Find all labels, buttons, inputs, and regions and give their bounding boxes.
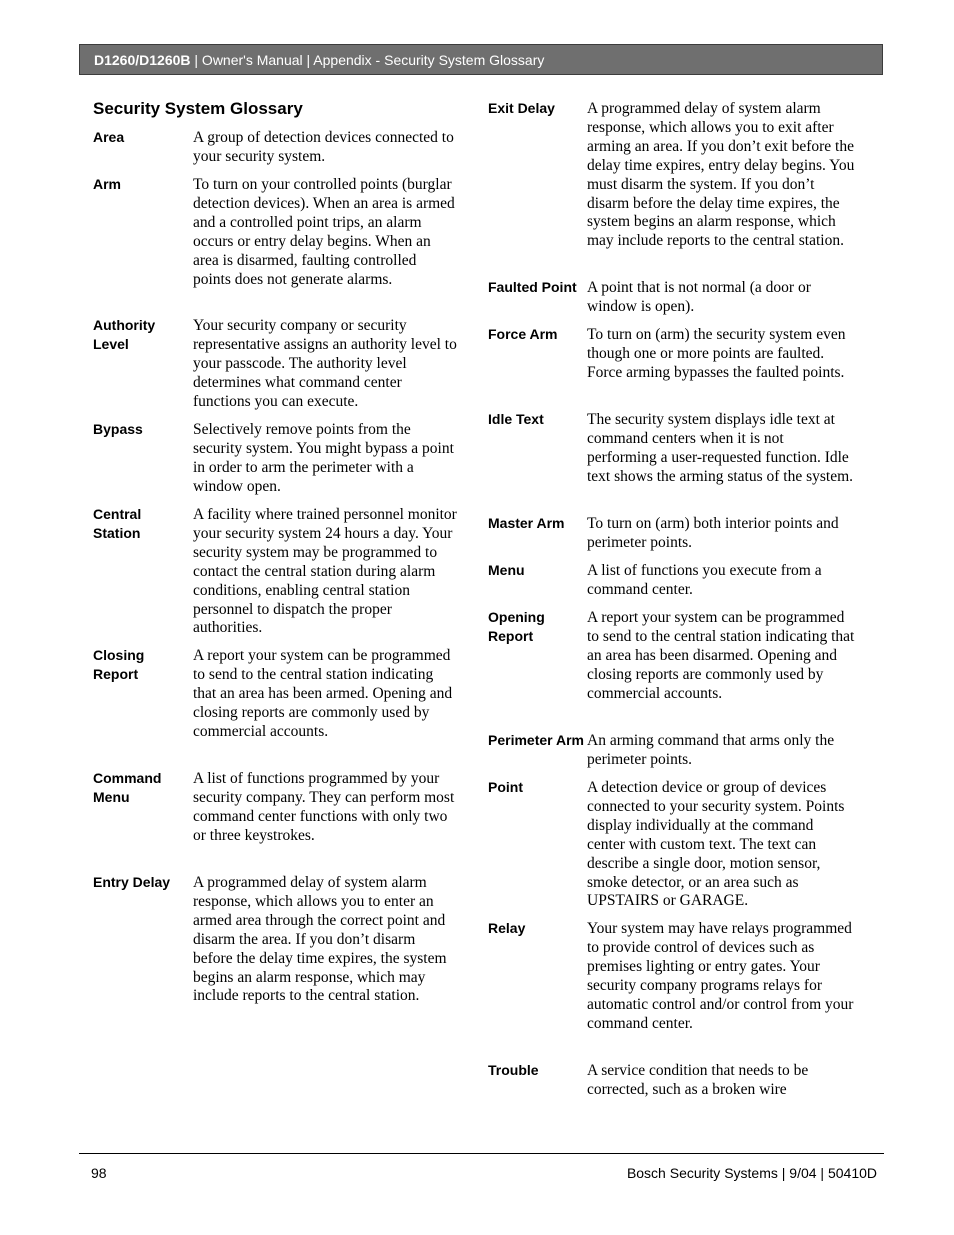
header-title: | Owner's Manual | Appendix - Security System Glossary xyxy=(190,52,545,68)
page-header xyxy=(79,44,883,75)
glossary-term: Relay xyxy=(488,920,526,936)
glossary-term: Idle Text xyxy=(488,411,544,427)
glossary-definition: A list of functions programmed by your security company. They can perform most command center functions with only two or three keystrokes. xyxy=(193,770,455,844)
glossary-term: Faulted Point xyxy=(488,279,577,295)
glossary-definition: A report your system can be programmed to send to the central station indicating that an area has been disarmed. Opening and closing reports are commonly used by commercial accounts. xyxy=(587,609,855,702)
glossary-term: Perimeter Arm xyxy=(488,732,584,748)
glossary-definition: A group of detection devices connected to your security system. xyxy=(193,129,454,165)
glossary-definition: Selectively remove points from the security system. You might bypass a point in order to arm the perimeter with a window open. xyxy=(193,421,454,495)
glossary-definition: A report your system can be programmed to send to the central station indicating that an area has been armed. Opening and closing reports are commonly used by commercial accounts. xyxy=(193,647,453,740)
glossary-term: Authority Level xyxy=(93,317,156,352)
glossary-definition: A facility where trained personnel monitor your security system 24 hours a day. Your security system may be programmed to contact the central station during alarm conditions, enabling central station personnel to dispatch the proper authorities. xyxy=(193,506,457,637)
glossary-definition: Your system may have relays programmed to provide control of devices such as premises lighting or entry gates. Your security company programs relays for automatic control and/or control from your command center. xyxy=(587,920,854,1032)
glossary-definition: Your security company or security representative assigns an authority level to your passcode. The authority level determines what command center functions you can execute. xyxy=(193,317,457,410)
glossary-definition: The security system displays idle text at command centers when it is not performing a user-requested function. Idle text shows the arming status of the system. xyxy=(587,411,854,485)
section-title: Security System Glossary xyxy=(93,99,303,118)
glossary-term: Opening Report xyxy=(488,609,545,644)
glossary-definition: A programmed delay of system alarm response, which allows you to exit after arming an area. If you don’t exit before the delay time expires, entry delay begins. You must disarm the system. If you don’t disarm before the delay time expires, the system begins an alarm response, which may include reports to the central station. xyxy=(587,100,855,250)
glossary-definition: A detection device or group of devices connected to your security system. Points display individually at the command center with custom text. The text can describe a single door, motion sensor, smoke detector, or an area such as UPSTAIRS or GARAGE. xyxy=(587,779,845,910)
footer-publisher: Bosch Security Systems | 9/04 | 50410D xyxy=(626,1165,877,1181)
glossary-term: Point xyxy=(488,779,523,795)
glossary-definition: A list of functions you execute from a command center. xyxy=(587,562,822,598)
glossary-term: Force Arm xyxy=(488,326,558,342)
header-model: D1260/D1260B xyxy=(94,52,191,68)
glossary-term: Arm xyxy=(93,176,122,192)
page-number: 98 xyxy=(91,1165,107,1181)
glossary-term: Area xyxy=(93,129,125,145)
glossary-term: Exit Delay xyxy=(488,100,555,116)
glossary-definition: To turn on (arm) the security system even though one or more points are faulted. Force arming bypasses the faulted points. xyxy=(587,326,846,381)
glossary-term: Trouble xyxy=(488,1062,539,1078)
glossary-term: Command Menu xyxy=(93,770,162,805)
glossary-definition: To turn on your controlled points (burglar detection devices). When an area is armed and a controlled point trips, an alarm occurs or entry delay begins. When an area is disarmed, faulting controlled points does not generate alarms. xyxy=(193,176,455,288)
glossary-term: Menu xyxy=(488,562,525,578)
glossary-definition: An arming command that arms only the perimeter points. xyxy=(587,732,835,768)
glossary-definition: A programmed delay of system alarm response, which allows you to enter an armed area through the correct point and disarm the area. If you don’t disarm before the delay time expires, the system begins an alarm response, which may include reports to the central station. xyxy=(193,874,447,1005)
glossary-term: Bypass xyxy=(93,421,143,437)
glossary-term: Central Station xyxy=(93,506,142,541)
glossary-definition: A point that is not normal (a door or window is open). xyxy=(587,279,811,315)
glossary-term: Master Arm xyxy=(488,515,565,531)
glossary-definition: A service condition that needs to be corrected, such as a broken wire xyxy=(587,1062,809,1098)
glossary-definition: To turn on (arm) both interior points and perimeter points. xyxy=(587,515,839,551)
glossary-term: Entry Delay xyxy=(93,874,171,890)
glossary-term: Closing Report xyxy=(93,647,145,682)
footer-divider xyxy=(79,1153,884,1154)
